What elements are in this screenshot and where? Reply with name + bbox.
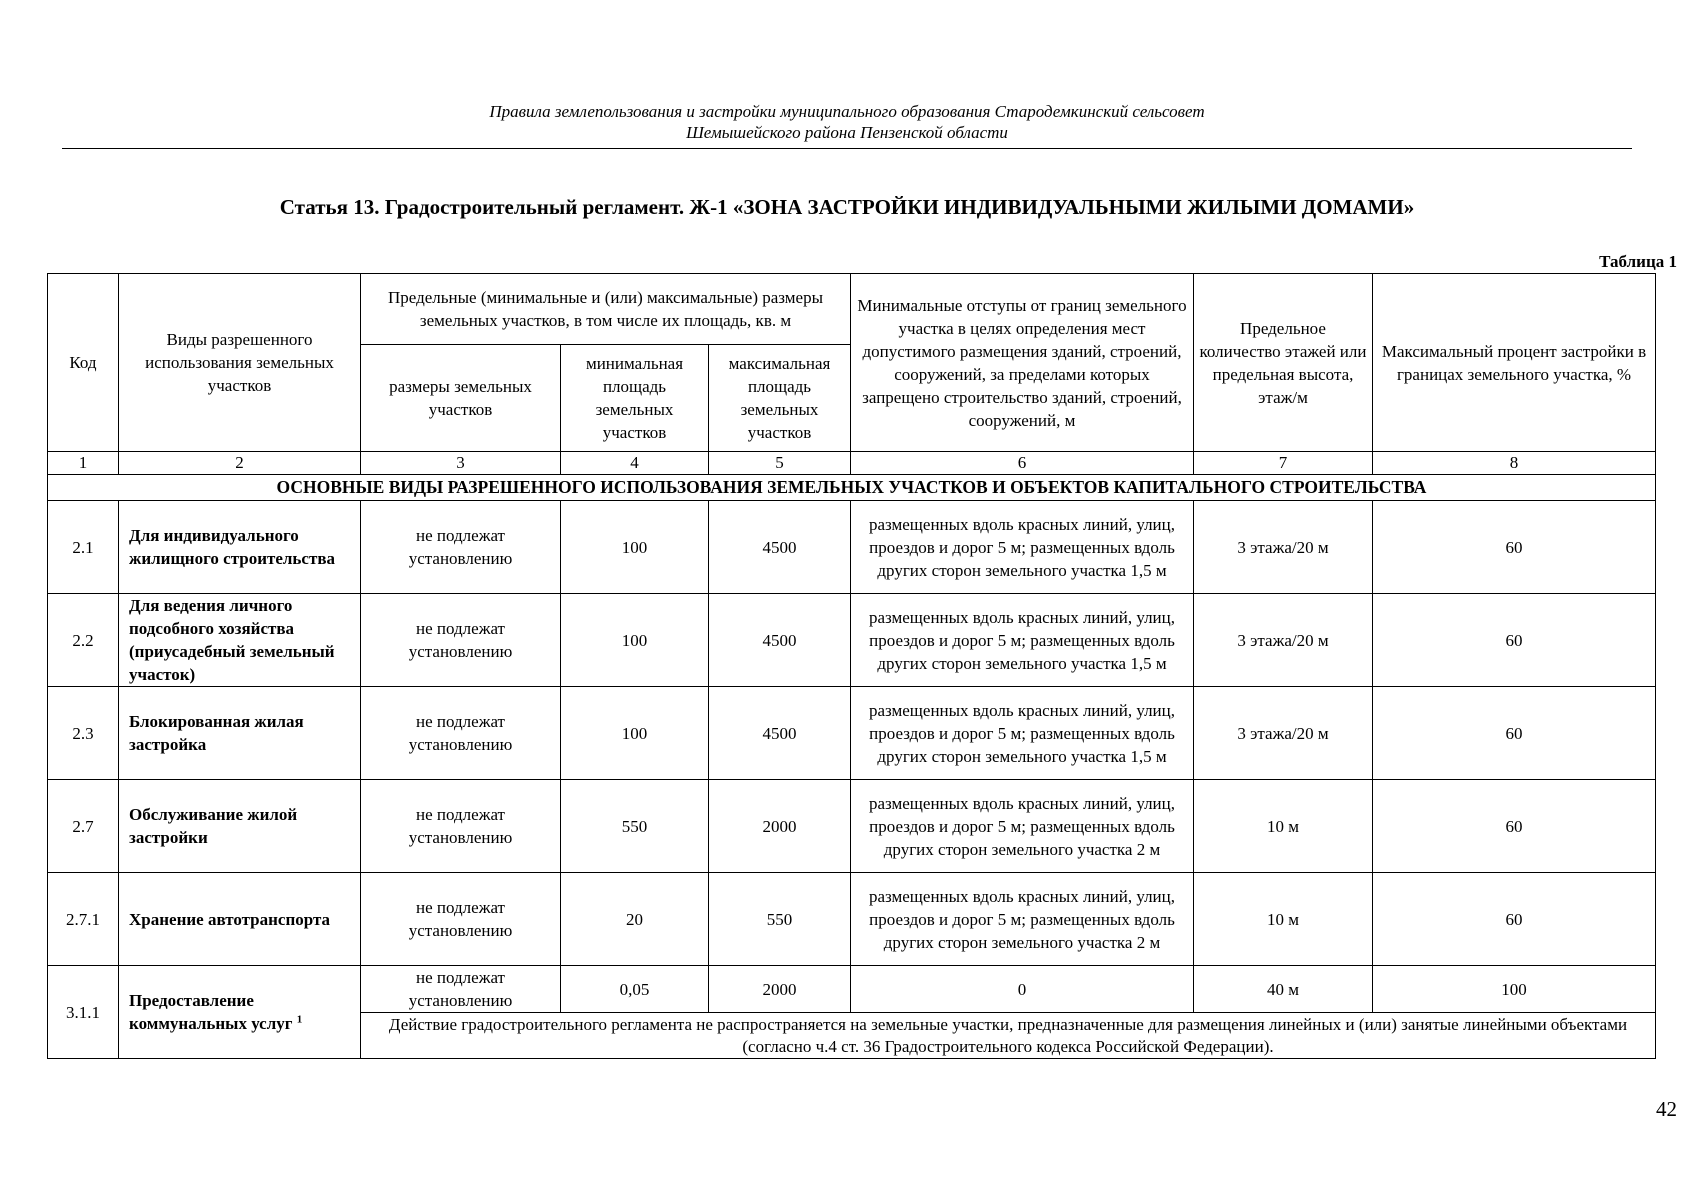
header-min-area: минимальная площадь земельных участков (561, 345, 709, 452)
cell-sizes: не подлежат установлению (361, 501, 561, 594)
cell-regulation-note: Действие градостроительного регламента не распространяется на земельные участки, предназначенные для размещения линейных и (или) занятые линейными объектами (согласно ч.4 ст. 36 Градостроительного кодекса Российской Федерации). (361, 1013, 1656, 1059)
table-row (48, 873, 1656, 966)
cell-setbacks: 0 (851, 966, 1194, 1013)
cell-code: 3.1.1 (48, 966, 119, 1059)
cell-min-area: 100 (561, 687, 709, 780)
cell-setbacks: размещенных вдоль красных линий, улиц, проездов и дорог 5 м; размещенных вдоль других сторон земельного участка 1,5 м (851, 501, 1194, 594)
cell-max-area: 2000 (709, 966, 851, 1013)
cell-code: 2.7.1 (48, 873, 119, 966)
cell-coverage: 60 (1373, 780, 1656, 873)
cell-max-area: 2000 (709, 780, 851, 873)
column-number: 4 (561, 452, 709, 475)
cell-use-name: Для ведения личного подсобного хозяйства (приусадебный земельный участок) (119, 594, 361, 687)
table-label: Таблица 1 (1599, 252, 1677, 271)
column-number-row (48, 452, 1656, 475)
footnote-mark: 1 (296, 1013, 303, 1026)
cell-use-name: Хранение автотранспорта (119, 873, 361, 966)
table-row-utilities (48, 966, 1656, 1013)
column-number: 7 (1194, 452, 1373, 475)
cell-use-name: Блокированная жилая застройка (119, 687, 361, 780)
cell-coverage: 60 (1373, 594, 1656, 687)
regulations-table (47, 273, 1656, 1059)
cell-max-area: 550 (709, 873, 851, 966)
cell-min-area: 20 (561, 873, 709, 966)
header-floors: Предельное количество этажей или предельная высота, этаж/м (1194, 274, 1373, 452)
section-title: ОСНОВНЫЕ ВИДЫ РАЗРЕШЕННОГО ИСПОЛЬЗОВАНИЯ ЗЕМЕЛЬНЫХ УЧАСТКОВ И ОБЪЕКТОВ КАПИТАЛЬНОГО СТРОИТЕЛЬСТВА (48, 475, 1656, 501)
page-number: 42 (1656, 1097, 1677, 1121)
cell-floors: 3 этажа/20 м (1194, 687, 1373, 780)
table-row (48, 687, 1656, 780)
header-row-top (48, 274, 1656, 345)
cell-min-area: 100 (561, 594, 709, 687)
article-title: Статья 13. Градостроительный регламент. Ж-1 «ЗОНА ЗАСТРОЙКИ ИНДИВИДУАЛЬНЫМИ ЖИЛЫМИ ДОМАМИ» (279, 195, 1415, 219)
cell-sizes: не подлежат установлению (361, 780, 561, 873)
cell-sizes: не подлежат установлению (361, 966, 561, 1013)
header-rule (62, 148, 1632, 149)
cell-setbacks: размещенных вдоль красных линий, улиц, проездов и дорог 5 м; размещенных вдоль других сторон земельного участка 2 м (851, 873, 1194, 966)
cell-code: 2.1 (48, 501, 119, 594)
column-number: 1 (48, 452, 119, 475)
cell-sizes: не подлежат установлению (361, 594, 561, 687)
cell-max-area: 4500 (709, 501, 851, 594)
cell-setbacks: размещенных вдоль красных линий, улиц, проездов и дорог 5 м; размещенных вдоль других сторон земельного участка 1,5 м (851, 687, 1194, 780)
cell-min-area: 0,05 (561, 966, 709, 1013)
column-number: 6 (851, 452, 1194, 475)
cell-use-name: Для индивидуального жилищного строительства (119, 501, 361, 594)
cell-floors: 10 м (1194, 780, 1373, 873)
column-number: 8 (1373, 452, 1656, 475)
running-header (62, 101, 1632, 143)
cell-use-name (119, 966, 361, 1059)
table-row (48, 594, 1656, 687)
header-code: Код (48, 274, 119, 452)
cell-code: 2.3 (48, 687, 119, 780)
table-row (48, 780, 1656, 873)
cell-setbacks: размещенных вдоль красных линий, улиц, проездов и дорог 5 м; размещенных вдоль других сторон земельного участка 1,5 м (851, 594, 1194, 687)
header-sizes: размеры земельных участков (361, 345, 561, 452)
cell-sizes: не подлежат установлению (361, 687, 561, 780)
cell-coverage: 60 (1373, 501, 1656, 594)
cell-min-area: 100 (561, 501, 709, 594)
column-number: 5 (709, 452, 851, 475)
cell-max-area: 4500 (709, 594, 851, 687)
cell-setbacks: размещенных вдоль красных линий, улиц, проездов и дорог 5 м; размещенных вдоль других сторон земельного участка 2 м (851, 780, 1194, 873)
running-header-line1: Правила землепользования и застройки муниципального образования Стародемкинский сельсовет (489, 102, 1205, 121)
cell-use-name: Обслуживание жилой застройки (119, 780, 361, 873)
cell-code: 2.7 (48, 780, 119, 873)
header-limits-group: Предельные (минимальные и (или) максимальные) размеры земельных участков, в том числе их площадь, кв. м (361, 274, 851, 345)
cell-coverage: 60 (1373, 873, 1656, 966)
section-row (48, 475, 1656, 501)
cell-coverage: 60 (1373, 687, 1656, 780)
header-setbacks: Минимальные отступы от границ земельного участка в целях определения мест допустимого размещения зданий, строений, сооружений, за пределами которых запрещено строительство зданий, строений, сооружений, м (851, 274, 1194, 452)
cell-max-area: 4500 (709, 687, 851, 780)
cell-use-name-text: Предоставление коммунальных услуг (129, 991, 293, 1033)
cell-sizes: не подлежат установлению (361, 873, 561, 966)
cell-floors: 10 м (1194, 873, 1373, 966)
cell-code: 2.2 (48, 594, 119, 687)
cell-coverage: 100 (1373, 966, 1656, 1013)
cell-min-area: 550 (561, 780, 709, 873)
header-coverage: Максимальный процент застройки в границах земельного участка, % (1373, 274, 1656, 452)
cell-floors: 3 этажа/20 м (1194, 594, 1373, 687)
cell-floors: 40 м (1194, 966, 1373, 1013)
cell-floors: 3 этажа/20 м (1194, 501, 1373, 594)
header-max-area: максимальная площадь земельных участков (709, 345, 851, 452)
column-number: 3 (361, 452, 561, 475)
column-number: 2 (119, 452, 361, 475)
header-use-type: Виды разрешенного использования земельных участков (119, 274, 361, 452)
running-header-line2: Шемышейского района Пензенской области (686, 123, 1008, 142)
table-row (48, 501, 1656, 594)
